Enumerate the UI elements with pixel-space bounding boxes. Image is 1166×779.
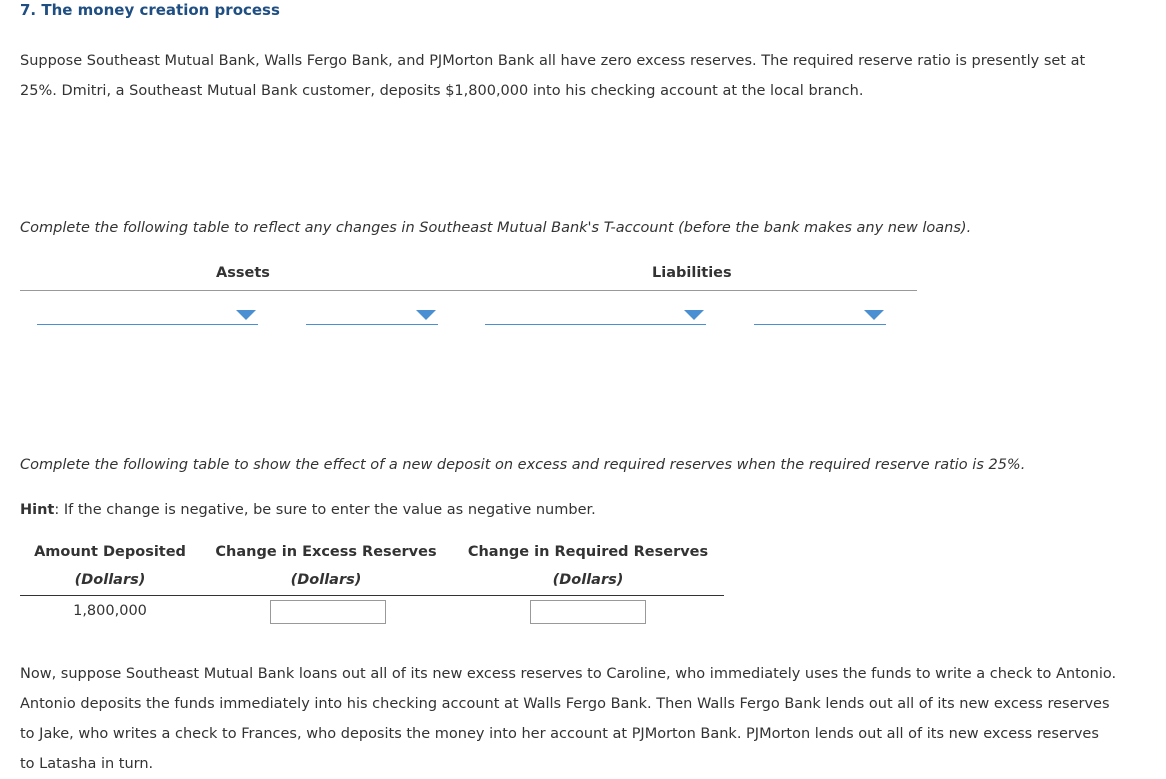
hint-text: : If the change is negative, be sure to enter the value as negative number. [54,502,596,518]
required-reserves-input[interactable] [530,600,646,624]
col-header-amount-deposited: Amount Deposited [34,544,186,560]
reserves-instruction: Complete the following table to show the effect of a new deposit on excess and required reserves when the required reserve ratio is 25%. [20,457,1026,473]
amount-deposited-value: 1,800,000 [73,603,147,619]
intro-line-2: 25%. Dmitri, a Southeast Mutual Bank customer, deposits $1,800,000 into his checking account at the local branch. [20,83,864,99]
col-header-excess-reserves: Change in Excess Reserves [215,544,437,560]
liabilities-amount-dropdown[interactable] [754,302,886,325]
liabilities-header: Liabilities [652,265,732,281]
dropdown-arrow-icon [684,310,704,320]
assets-item-dropdown[interactable] [37,302,258,325]
dropdown-arrow-icon [416,310,436,320]
outro-line-2: Antonio deposits the funds immediately into his checking account at Walls Fergo Bank. Then Walls Fergo Bank lends out all of its new excess reserves [20,696,1110,712]
t-account-instruction: Complete the following table to reflect any changes in Southeast Mutual Bank's T-account (before the bank makes any new loans). [20,220,972,236]
liabilities-item-dropdown[interactable] [485,302,706,325]
dropdown-arrow-icon [236,310,256,320]
col-header-required-reserves: Change in Required Reserves [467,544,709,560]
hint-label: Hint [20,502,55,518]
excess-reserves-input[interactable] [270,600,386,624]
outro-line-1: Now, suppose Southeast Mutual Bank loans out all of its new excess reserves to Caroline, who immediately uses the funds to write a check to Antonio. [20,666,1117,682]
t-account-divider [20,290,917,291]
assets-amount-dropdown[interactable] [306,302,438,325]
intro-line-1: Suppose Southeast Mutual Bank, Walls Fergo Bank, and PJMorton Bank all have zero excess reserves. The required reserve ratio is presently set at [20,53,1086,69]
col-unit-excess-reserves: (Dollars) [290,572,362,588]
page-title: 7. The money creation process [20,1,280,19]
outro-line-4: to Latasha in turn. [20,756,154,772]
assets-header: Assets [216,265,270,281]
col-unit-required-reserves: (Dollars) [552,572,624,588]
dropdown-arrow-icon [864,310,884,320]
reserves-table-divider [20,595,724,596]
outro-line-3: to Jake, who writes a check to Frances, who deposits the money into her account at PJMorton Bank. PJMorton lends out all of its new excess reserves [20,726,1099,742]
hint [20,495,1160,525]
col-unit-amount-deposited: (Dollars) [74,572,146,588]
